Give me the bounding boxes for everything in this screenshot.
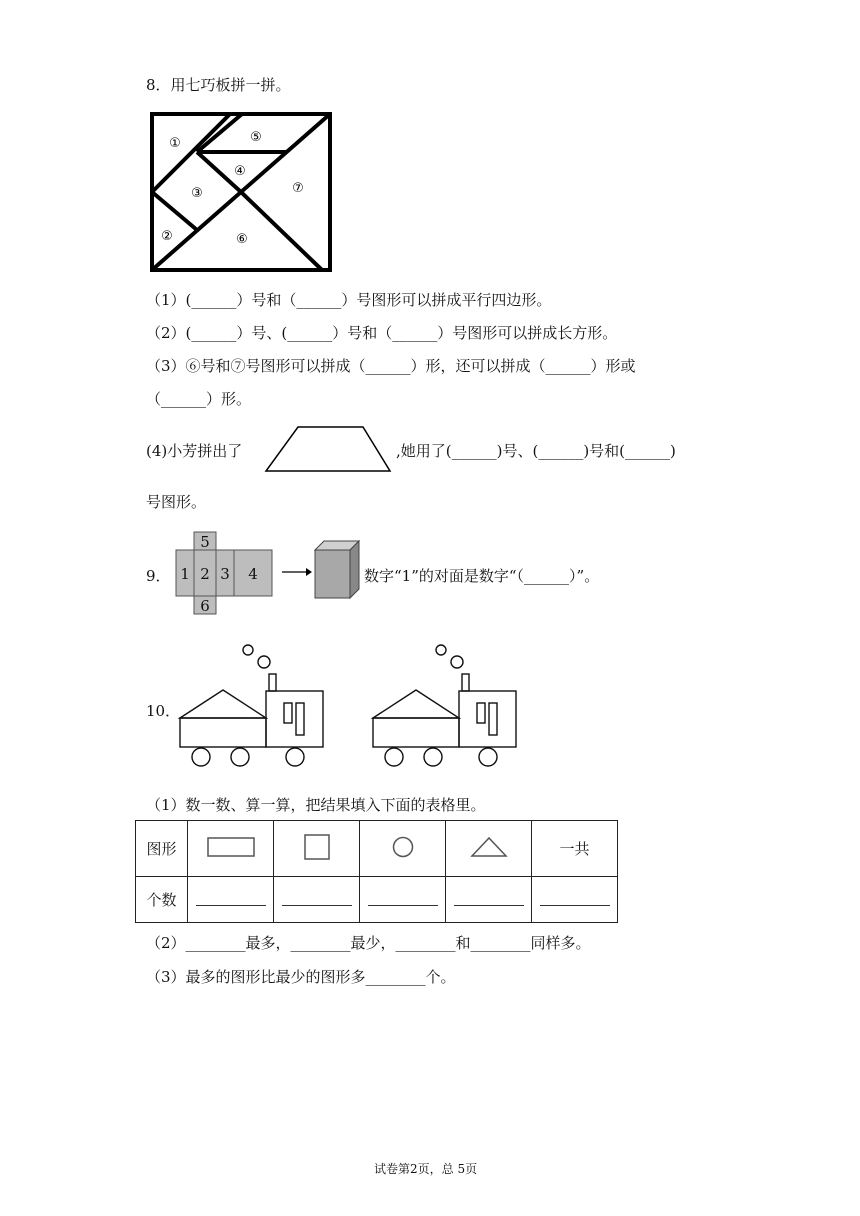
q8-part4a: (4)小芳拼出了 xyxy=(146,442,243,460)
triangle-cell xyxy=(446,821,532,877)
train-figure-1 xyxy=(178,642,328,767)
square-cell xyxy=(274,821,360,877)
count-answer-circle[interactable] xyxy=(360,877,446,923)
count-table xyxy=(135,820,618,923)
triangle-icon xyxy=(470,836,508,858)
q8-part1: （1）(______）号和（______）号图形可以拼成平行四边形。 xyxy=(146,291,552,309)
arrow-icon xyxy=(282,567,312,577)
net-digit-4: 4 xyxy=(248,565,258,583)
rectangle-icon xyxy=(207,837,255,857)
row-label-count: 个数 xyxy=(136,877,188,923)
square-icon xyxy=(304,834,330,860)
page-footer: 试卷第2页，总 5页 xyxy=(374,1162,478,1176)
q10-number: 10． xyxy=(146,702,181,720)
q9-question: 数字“1”的对面是数字“（______）”。 xyxy=(364,567,600,585)
rectangle-cell xyxy=(188,821,274,877)
net-digit-2: 2 xyxy=(200,565,210,583)
cube-figure xyxy=(314,540,360,600)
piece-2-label: ② xyxy=(161,229,173,244)
train-figure-2 xyxy=(371,642,521,767)
q10-part3: （3）最多的图形比最少的图形多________个。 xyxy=(146,968,456,986)
piece-5-label: ⑤ xyxy=(250,130,262,145)
piece-7-label: ⑦ xyxy=(292,181,304,196)
piece-1-label: ① xyxy=(169,136,181,151)
cube-net-figure xyxy=(176,532,276,614)
circle-cell xyxy=(360,821,446,877)
count-answer-total[interactable] xyxy=(532,877,618,923)
q10-part2: （2）________最多，________最少，________和________同样多。 xyxy=(146,934,591,952)
count-answer-square[interactable] xyxy=(274,877,360,923)
total-header: 一共 xyxy=(532,821,618,877)
q10-part1: （1）数一数、算一算，把结果填入下面的表格里。 xyxy=(146,796,486,814)
net-digit-5: 5 xyxy=(200,533,210,551)
piece-4-label: ④ xyxy=(234,164,246,179)
net-digit-1: 1 xyxy=(180,565,190,583)
tangram-figure xyxy=(150,112,332,272)
count-answer-rectangle[interactable] xyxy=(188,877,274,923)
piece-6-label: ⑥ xyxy=(236,232,248,247)
q8-part3a: （3）⑥号和⑦号图形可以拼成（______）形，还可以拼成（______）形或 xyxy=(146,357,636,375)
net-digit-6: 6 xyxy=(200,597,210,615)
q9-number: 9． xyxy=(146,567,171,585)
table-row xyxy=(136,821,618,877)
net-digit-3: 3 xyxy=(220,565,230,583)
q8-part4c: 号图形。 xyxy=(146,493,207,511)
row-label-shape: 图形 xyxy=(136,821,188,877)
count-answer-triangle[interactable] xyxy=(446,877,532,923)
table-row xyxy=(136,877,618,923)
trapezoid-figure xyxy=(263,424,393,474)
q8-part4b: ,她用了(______)号、(______)号和(______) xyxy=(396,442,676,460)
q8-title: 8．用七巧板拼一拼。 xyxy=(146,76,291,94)
q8-part3b: （______）形。 xyxy=(146,390,252,408)
q8-part2: （2）(______）号、(______）号和（______）号图形可以拼成长方形。 xyxy=(146,324,618,342)
circle-icon xyxy=(392,836,414,858)
piece-3-label: ③ xyxy=(191,186,203,201)
